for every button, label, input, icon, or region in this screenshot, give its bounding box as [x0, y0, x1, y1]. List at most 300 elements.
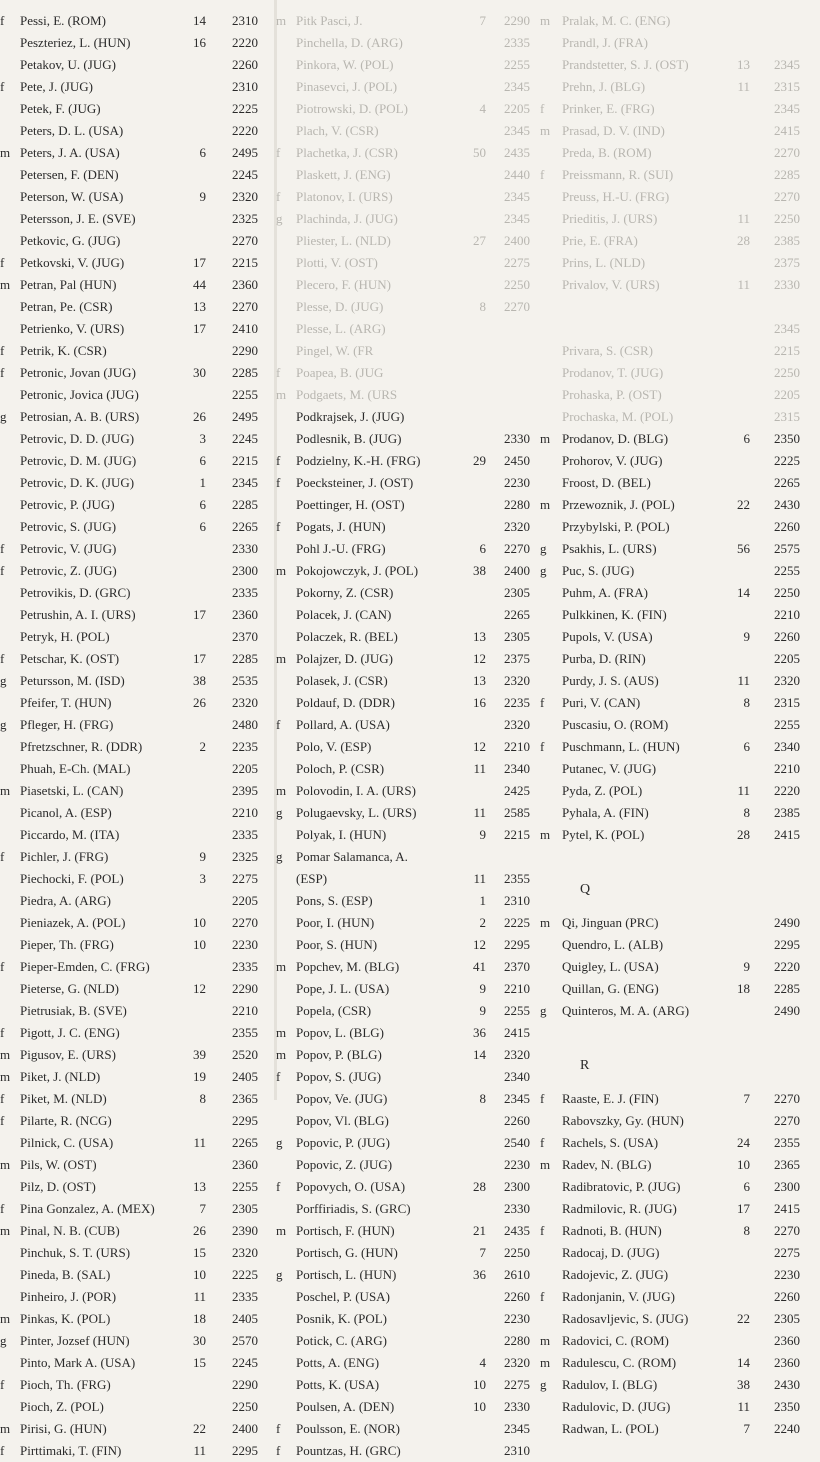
- player-name: Pirttimaki, T. (FIN): [20, 1443, 122, 1458]
- player-name: Qi, Jinguan (PRC): [562, 915, 659, 930]
- player-entry: [276, 758, 528, 780]
- rating-value: 2335: [232, 585, 258, 600]
- rating-value: 2230: [232, 937, 258, 952]
- player-name: Poulsen, A. (DEN): [296, 1399, 395, 1414]
- rating-value: 2260: [774, 519, 800, 534]
- rating-value: 2310: [504, 1443, 530, 1458]
- rating-value: 2330: [774, 277, 800, 292]
- player-entry: [540, 120, 820, 142]
- player-entry: [276, 1264, 528, 1286]
- rating-value: 2320: [232, 1245, 258, 1260]
- player-name: Petschar, K. (OST): [20, 651, 120, 666]
- player-name: Pinto, Mark A. (USA): [20, 1355, 136, 1370]
- rating-value: 2295: [232, 1443, 258, 1458]
- player-name: Podgaets, M. (URS: [296, 387, 398, 402]
- rating-value: 2285: [774, 981, 800, 996]
- player-name: Potick, C. (ARG): [296, 1333, 387, 1348]
- player-name: Pyda, Z. (POL): [562, 783, 643, 798]
- title-code: f: [0, 13, 5, 28]
- rating-value: 2435: [504, 1223, 530, 1238]
- games-count: 11: [737, 211, 750, 226]
- player-name: Radulov, I. (BLG): [562, 1377, 658, 1392]
- title-code: m: [276, 387, 287, 402]
- rating-value: 2305: [774, 1311, 800, 1326]
- player-name: Froost, D. (BEL): [562, 475, 651, 490]
- games-count: 10: [473, 1399, 486, 1414]
- player-name: Potts, A. (ENG): [296, 1355, 380, 1370]
- title-code: m: [0, 1069, 11, 1084]
- rating-value: 2320: [504, 673, 530, 688]
- games-count: 15: [193, 1245, 206, 1260]
- player-entry: [276, 538, 528, 560]
- rating-value: 2270: [774, 1091, 800, 1106]
- rating-value: 2250: [504, 277, 530, 292]
- player-name: Petryk, H. (POL): [20, 629, 110, 644]
- title-code: m: [276, 1047, 287, 1062]
- games-count: 28: [737, 827, 750, 842]
- player-entry: [0, 1352, 272, 1374]
- player-entry: [540, 274, 820, 296]
- rating-value: 2370: [232, 629, 258, 644]
- games-count: 36: [473, 1025, 486, 1040]
- title-code: f: [540, 167, 545, 182]
- section-letter-heading: R: [580, 1058, 590, 1073]
- player-entry: [540, 340, 820, 362]
- games-count: 44: [193, 277, 206, 292]
- player-entry: [276, 560, 528, 582]
- player-name: Quillan, G. (ENG): [562, 981, 659, 996]
- title-code: f: [276, 145, 281, 160]
- rating-value: 2285: [774, 167, 800, 182]
- rating-value: 2285: [232, 497, 258, 512]
- player-entry: [276, 164, 528, 186]
- games-count: 7: [743, 1091, 750, 1106]
- section-spacer: [540, 846, 820, 868]
- rating-value: 2210: [232, 805, 258, 820]
- player-name: Popov, L. (BLG): [296, 1025, 384, 1040]
- player-entry: [0, 1440, 272, 1462]
- player-name: Radosavljevic, S. (JUG): [562, 1311, 689, 1326]
- player-name: Pomar Salamanca, A.: [296, 849, 408, 864]
- rating-value: 2315: [774, 409, 800, 424]
- player-entry: [0, 780, 272, 802]
- title-code: f: [0, 365, 5, 380]
- games-count: 21: [473, 1223, 486, 1238]
- title-code: g: [0, 409, 7, 424]
- player-entry: [276, 362, 528, 384]
- title-code: f: [0, 343, 5, 358]
- rating-value: 2325: [232, 849, 258, 864]
- title-code: m: [0, 1047, 11, 1062]
- player-entry: [540, 1220, 820, 1242]
- rating-value: 2265: [232, 519, 258, 534]
- rating-value: 2285: [232, 651, 258, 666]
- player-entry: [276, 780, 528, 802]
- games-count: 6: [743, 431, 750, 446]
- player-entry: [0, 1220, 272, 1242]
- player-entry: [540, 142, 820, 164]
- player-entry: [0, 406, 272, 428]
- player-name: Putanec, V. (JUG): [562, 761, 657, 776]
- player-name: Poecksteiner, J. (OST): [296, 475, 414, 490]
- games-count: 24: [737, 1135, 750, 1150]
- title-code: m: [540, 827, 551, 842]
- player-name: Polugaevsky, L. (URS): [296, 805, 417, 820]
- player-name: Puscasiu, O. (ROM): [562, 717, 669, 732]
- player-name: Portisch, L. (HUN): [296, 1267, 397, 1282]
- games-count: 38: [193, 673, 206, 688]
- games-count: 11: [473, 805, 486, 820]
- player-entry: [276, 1132, 528, 1154]
- player-name: Polyak, I. (HUN): [296, 827, 387, 842]
- title-code: f: [276, 475, 281, 490]
- player-entry: [0, 296, 272, 318]
- player-name: Pete, J. (JUG): [20, 79, 93, 94]
- player-entry: [540, 230, 820, 252]
- player-name: Prandl, J. (FRA): [562, 35, 648, 50]
- rating-value: 2375: [504, 651, 530, 666]
- player-entry: [540, 824, 820, 846]
- games-count: 6: [199, 453, 206, 468]
- player-name: Podlesnik, B. (JUG): [296, 431, 402, 446]
- player-entry: [0, 934, 272, 956]
- player-name: Petrienko, V. (URS): [20, 321, 125, 336]
- games-count: 14: [473, 1047, 486, 1062]
- player-name: Podkrajsek, J. (JUG): [296, 409, 405, 424]
- player-entry: [0, 164, 272, 186]
- player-name: Prinker, E. (FRG): [562, 101, 655, 116]
- player-name: Popchev, M. (BLG): [296, 959, 400, 974]
- player-entry: [276, 582, 528, 604]
- player-name: Portisch, G. (HUN): [296, 1245, 398, 1260]
- player-name: Preuss, H.-U. (FRG): [562, 189, 670, 204]
- player-name: Radojevic, Z. (JUG): [562, 1267, 669, 1282]
- rating-value: 2360: [232, 1157, 258, 1172]
- player-name: Puri, V. (CAN): [562, 695, 641, 710]
- rating-value: 2270: [232, 915, 258, 930]
- rating-value: 2265: [774, 475, 800, 490]
- player-name: Petrik, K. (CSR): [20, 343, 107, 358]
- player-entry: [0, 1396, 272, 1418]
- player-entry: [0, 98, 272, 120]
- games-count: 10: [737, 1157, 750, 1172]
- title-code: g: [276, 1267, 283, 1282]
- title-code: m: [540, 497, 551, 512]
- player-entry: [540, 186, 820, 208]
- player-name: Polasek, J. (CSR): [296, 673, 388, 688]
- title-code: f: [276, 1179, 281, 1194]
- player-entry: [0, 1264, 272, 1286]
- player-name: Radulovic, D. (JUG): [562, 1399, 671, 1414]
- player-name: Pingel, W. (FR: [296, 343, 374, 358]
- player-entry: [276, 32, 528, 54]
- title-code: g: [0, 717, 7, 732]
- rating-value: 2205: [774, 387, 800, 402]
- title-code: f: [276, 189, 281, 204]
- player-name: Piasetski, L. (CAN): [20, 783, 124, 798]
- rating-value: 2335: [232, 827, 258, 842]
- player-name: Picanol, A. (ESP): [20, 805, 112, 820]
- player-name: Radulescu, C. (ROM): [562, 1355, 677, 1370]
- player-name: Radibratovic, P. (JUG): [562, 1179, 681, 1194]
- rating-value: 2260: [504, 1289, 530, 1304]
- rating-value: 2270: [774, 189, 800, 204]
- player-entry: [276, 934, 528, 956]
- player-entry: [276, 604, 528, 626]
- rating-value: 2250: [774, 211, 800, 226]
- rating-value: 2365: [774, 1157, 800, 1172]
- rating-value: 2415: [774, 1201, 800, 1216]
- title-code: f: [0, 849, 5, 864]
- player-name: Rachels, S. (USA): [562, 1135, 659, 1150]
- rating-value: 2415: [774, 123, 800, 138]
- player-entry: [0, 1176, 272, 1198]
- games-count: 28: [473, 1179, 486, 1194]
- games-count: 12: [473, 651, 486, 666]
- games-count: 6: [479, 541, 486, 556]
- rating-value: 2610: [504, 1267, 530, 1282]
- player-entry: [0, 516, 272, 538]
- games-count: 13: [737, 57, 750, 72]
- player-name: Pliester, L. (NLD): [296, 233, 391, 248]
- games-count: 50: [473, 145, 486, 160]
- player-entry: [276, 824, 528, 846]
- games-count: 8: [743, 1223, 750, 1238]
- rating-value: 2340: [504, 1069, 530, 1084]
- player-entry: [276, 10, 528, 32]
- title-code: f: [276, 1069, 281, 1084]
- rating-value: 2330: [504, 431, 530, 446]
- player-name: Petrovic, P. (JUG): [20, 497, 115, 512]
- player-entry: [276, 1396, 528, 1418]
- player-entry: [540, 516, 820, 538]
- player-name: Prandstetter, S. J. (OST): [562, 57, 689, 72]
- player-name: Pinal, N. B. (CUB): [20, 1223, 120, 1238]
- player-name: Pieterse, G. (NLD): [20, 981, 119, 996]
- title-code: m: [540, 123, 551, 138]
- rating-value: 2295: [232, 1113, 258, 1128]
- rating-value: 2440: [504, 167, 530, 182]
- player-entry: [0, 670, 272, 692]
- title-code: g: [276, 211, 283, 226]
- rating-value: 2265: [504, 607, 530, 622]
- rating-value: 2490: [774, 915, 800, 930]
- player-name: Petkovic, G. (JUG): [20, 233, 121, 248]
- player-entry: [540, 1418, 820, 1440]
- rating-value: 2495: [232, 409, 258, 424]
- title-code: f: [0, 1091, 5, 1106]
- title-code: f: [540, 1091, 545, 1106]
- player-name: Peters, J. A. (USA): [20, 145, 120, 160]
- player-entry: [540, 406, 820, 428]
- title-code: f: [276, 519, 281, 534]
- rating-value: 2215: [774, 343, 800, 358]
- player-name: Polajzer, D. (JUG): [296, 651, 393, 666]
- player-name: Plaskett, J. (ENG): [296, 167, 391, 182]
- player-entry: [276, 318, 528, 340]
- rating-value: 2205: [232, 761, 258, 776]
- player-entry: [540, 472, 820, 494]
- rating-value: 2290: [232, 1377, 258, 1392]
- games-count: 11: [473, 761, 486, 776]
- games-count: 10: [193, 937, 206, 952]
- player-entry: [0, 714, 272, 736]
- rating-value: 2260: [504, 1113, 530, 1128]
- player-entry: [0, 230, 272, 252]
- player-entry: [540, 450, 820, 472]
- rating-value: 2345: [504, 123, 530, 138]
- player-name: Pfretzschner, R. (DDR): [20, 739, 143, 754]
- player-entry: [540, 1242, 820, 1264]
- rating-value: 2275: [504, 1377, 530, 1392]
- title-code: g: [276, 1135, 283, 1150]
- player-entry: [0, 252, 272, 274]
- player-name: Pioch, Th. (FRG): [20, 1377, 111, 1392]
- title-code: g: [540, 1377, 547, 1392]
- rating-value: 2255: [504, 57, 530, 72]
- rating-value: 2210: [774, 761, 800, 776]
- player-entry: [276, 1066, 528, 1088]
- player-entry: [276, 208, 528, 230]
- player-entry: [540, 934, 820, 956]
- player-name: Radnoti, B. (HUN): [562, 1223, 662, 1238]
- player-name: Petrovic, D. K. (JUG): [20, 475, 135, 490]
- rating-value: 2295: [504, 937, 530, 952]
- rating-value: 2280: [504, 497, 530, 512]
- player-name: Porffiriadis, S. (GRC): [296, 1201, 411, 1216]
- rating-value: 2355: [232, 1025, 258, 1040]
- player-entry: [0, 648, 272, 670]
- rating-value: 2405: [232, 1311, 258, 1326]
- player-name: Pigott, J. C. (ENG): [20, 1025, 120, 1040]
- games-count: 17: [193, 651, 206, 666]
- player-entry: [540, 1110, 820, 1132]
- player-entry: [540, 384, 820, 406]
- player-entry: [276, 450, 528, 472]
- rating-value: 2430: [774, 1377, 800, 1392]
- player-entry: [276, 670, 528, 692]
- games-count: 22: [737, 497, 750, 512]
- games-count: 8: [743, 695, 750, 710]
- player-entry: [276, 1418, 528, 1440]
- player-entry: [276, 1176, 528, 1198]
- games-count: 12: [473, 937, 486, 952]
- rating-value: 2205: [504, 101, 530, 116]
- rating-value: 2210: [774, 607, 800, 622]
- games-count: 11: [473, 871, 486, 886]
- player-name: Popovic, P. (JUG): [296, 1135, 390, 1150]
- player-entry: [540, 1154, 820, 1176]
- rating-value: 2250: [774, 365, 800, 380]
- games-count: 26: [193, 1223, 206, 1238]
- player-entry: [540, 428, 820, 450]
- rating-value: 2415: [504, 1025, 530, 1040]
- player-name: Peszteriez, L. (HUN): [20, 35, 131, 50]
- player-name: Pessi, E. (ROM): [20, 13, 106, 28]
- player-name: Pineda, B. (SAL): [20, 1267, 111, 1282]
- column-1: [0, 10, 272, 1462]
- player-name: Pilarte, R. (NCG): [20, 1113, 112, 1128]
- title-code: m: [0, 1421, 11, 1436]
- rating-value: 2400: [504, 563, 530, 578]
- rating-value: 2240: [774, 1421, 800, 1436]
- player-name: Pitk Pasci, J.: [296, 13, 363, 28]
- rating-value: 2385: [774, 805, 800, 820]
- title-code: f: [276, 365, 281, 380]
- player-name: Pilnick, C. (USA): [20, 1135, 114, 1150]
- player-entry: [0, 1418, 272, 1440]
- player-entry: [540, 538, 820, 560]
- player-name: Polacek, J. (CAN): [296, 607, 392, 622]
- rating-value: 2360: [774, 1355, 800, 1370]
- player-name: Poor, S. (HUN): [296, 937, 378, 952]
- player-entry: [0, 846, 272, 868]
- rating-value: 2360: [232, 607, 258, 622]
- rating-value: 2350: [774, 431, 800, 446]
- player-entry: [0, 890, 272, 912]
- player-entry: [276, 1352, 528, 1374]
- player-name: Pogats, J. (HUN): [296, 519, 386, 534]
- player-name: Popov, S. (JUG): [296, 1069, 382, 1084]
- rating-value: 2220: [232, 35, 258, 50]
- player-name: Piechocki, F. (POL): [20, 871, 124, 886]
- player-entry: [540, 1308, 820, 1330]
- player-entry: [0, 186, 272, 208]
- player-name: Pieniazek, A. (POL): [20, 915, 126, 930]
- rating-value: 2335: [504, 35, 530, 50]
- games-count: 56: [737, 541, 750, 556]
- player-name: Pulkkinen, K. (FIN): [562, 607, 667, 622]
- player-entry: [0, 868, 272, 890]
- games-count: 26: [193, 695, 206, 710]
- rating-value: 2270: [774, 145, 800, 160]
- player-entry: [276, 1088, 528, 1110]
- player-name: Privara, S. (CSR): [562, 343, 653, 358]
- title-code: m: [540, 1355, 551, 1370]
- games-count: 3: [199, 431, 206, 446]
- player-entry: [0, 32, 272, 54]
- title-code: m: [0, 783, 11, 798]
- title-code: f: [0, 1377, 5, 1392]
- player-entry: [0, 428, 272, 450]
- games-count: 10: [473, 1377, 486, 1392]
- player-name: Prie, E. (FRA): [562, 233, 638, 248]
- games-count: 28: [737, 233, 750, 248]
- player-name: Pinchuk, S. T. (URS): [20, 1245, 131, 1260]
- rating-value: 2330: [504, 1399, 530, 1414]
- section-spacer: [540, 1022, 820, 1044]
- player-name: (ESP): [296, 871, 328, 886]
- rating-value: 2205: [232, 893, 258, 908]
- player-entry: [0, 120, 272, 142]
- rating-value: 2235: [504, 695, 530, 710]
- player-entry: [540, 1330, 820, 1352]
- player-name: Pinkora, W. (POL): [296, 57, 394, 72]
- rating-value: 2305: [504, 629, 530, 644]
- player-entry: [540, 1176, 820, 1198]
- player-name: Polo, V. (ESP): [296, 739, 372, 754]
- games-count: 11: [193, 1443, 206, 1458]
- rating-value: 2210: [232, 1003, 258, 1018]
- player-name: Pietrusiak, B. (SVE): [20, 1003, 127, 1018]
- rating-value: 2225: [232, 101, 258, 116]
- games-count: 27: [473, 233, 486, 248]
- player-entry: [0, 1198, 272, 1220]
- title-code: m: [0, 1311, 11, 1326]
- player-entry: [0, 1242, 272, 1264]
- rating-value: 2330: [504, 1201, 530, 1216]
- player-entry: [540, 626, 820, 648]
